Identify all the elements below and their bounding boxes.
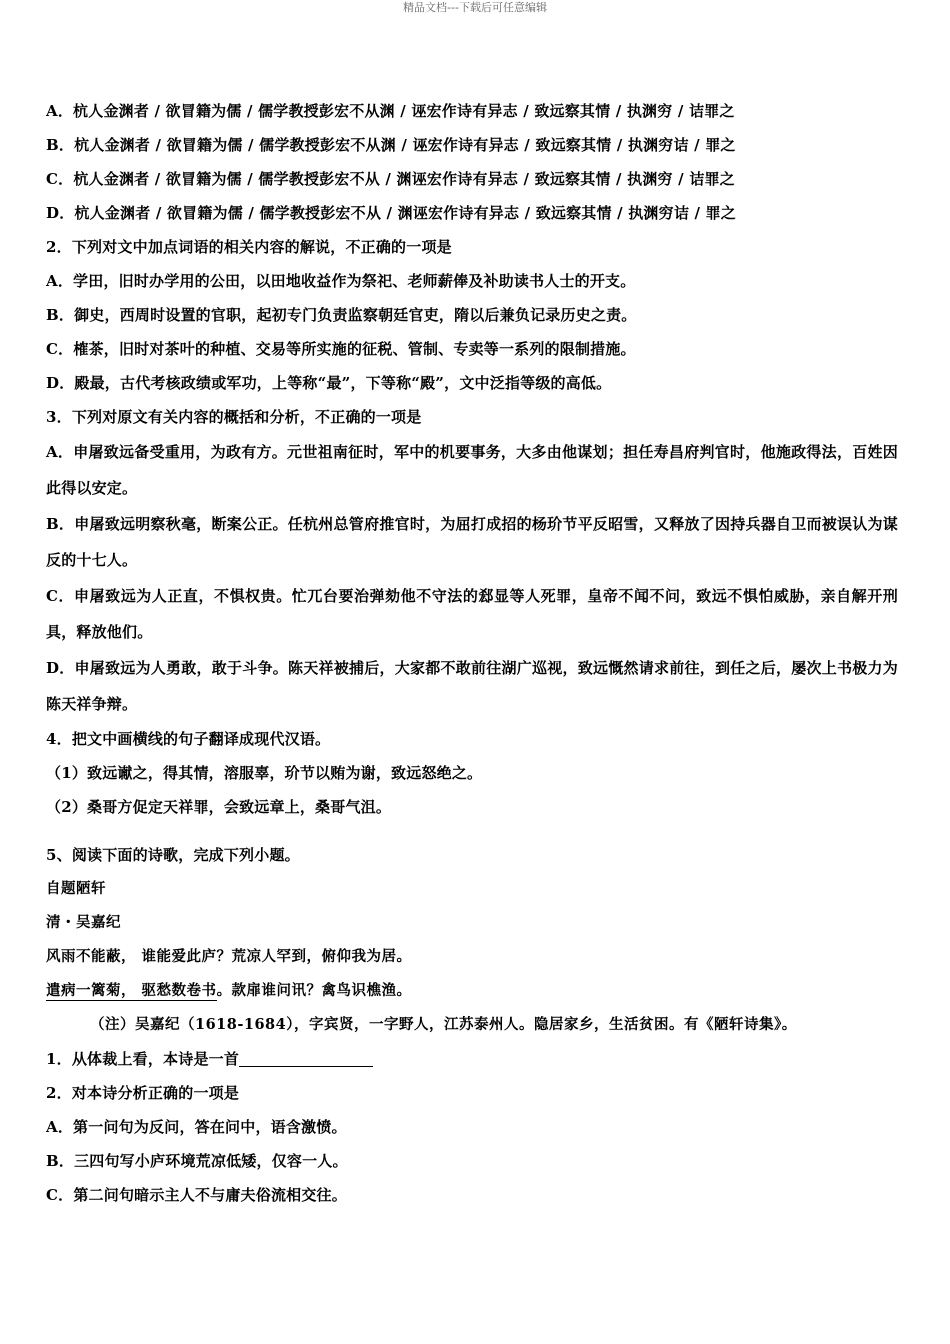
q4-item-1: （1）致远谳之，得其情，溶服辜，玠节以贿为谢，致远怒绝之。 — [46, 764, 483, 782]
q5-sub1 — [46, 1042, 898, 1076]
poem-underlined-sentence: 遣病一篱菊， 驱愁数卷书 — [46, 982, 217, 999]
q3-option-b: B．申屠致远明察秋毫，断案公正。任杭州总管府推官时，为屈打成招的杨玠节平反昭雪，又释放了因持兵器自卫而被误认为谋反的十七人。 — [46, 515, 898, 569]
q3-stem: 3．下列对原文有关内容的概括和分析，不正确的一项是 — [46, 408, 422, 426]
q3-option-d: D．申屠致远为人勇敢，敢于斗争。陈天祥被捕后，大家都不敢前往湖广巡视，致远慨然请求前往，到任之后，屡次上书极力为陈天祥争辩。 — [46, 659, 898, 713]
poem-note: （注）吴嘉纪（1618-1684），字宾贤，一字野人，江苏泰州人。隐居家乡，生活贫困。有《陋轩诗集》。 — [90, 1016, 797, 1033]
q3-option-a: A．申屠致远备受重用，为政有方。元世祖南征时，军中的机要事务，大多由他谋划；担任寿昌府判官时，他施政得法，百姓因此得以安定。 — [46, 443, 898, 497]
q1-option-d: D．杭人金渊者 / 欲冒籍为儒 / 儒学教授彭宏不从 / 渊诬宏作诗有异志 / 致远察其情 / 执渊穷诘 / 罪之 — [46, 204, 736, 222]
document-body — [46, 94, 898, 1212]
q5-sub2-stem: 2．对本诗分析正确的一项是 — [46, 1084, 240, 1102]
page-header: 精品文档---下载后可任意编辑 — [403, 1, 547, 14]
q2-stem: 2．下列对文中加点词语的相关内容的解说，不正确的一项是 — [46, 238, 452, 256]
q2-option-d: D．殿最，古代考核政绩或军功，上等称“最”，下等称“殿”，文中泛指等级的高低。 — [46, 374, 612, 392]
q2-option-c: C．榷茶，旧时对茶叶的种植、交易等所实施的征税、管制、专卖等一系列的限制措施。 — [46, 340, 636, 358]
poem-line-2 — [46, 974, 898, 1008]
q5-sub2-option-c: C．第二问句暗示主人不与庸夫俗流相交往。 — [46, 1186, 347, 1204]
q1-option-a: A．杭人金渊者 / 欲冒籍为儒 / 儒学教授彭宏不从渊 / 诬宏作诗有异志 / 致远察其情 / 执渊穷 / 诘罪之 — [46, 102, 735, 120]
q1-option-c: C．杭人金渊者 / 欲冒籍为儒 / 儒学教授彭宏不从 / 渊诬宏作诗有异志 / 致远察其情 / 执渊穷 / 诘罪之 — [46, 170, 735, 188]
q5-sub1-text: 1．从体裁上看，本诗是一首 — [46, 1050, 240, 1068]
poem-line-1: 风雨不能蔽， 谁能爱此庐？荒凉人罕到，俯仰我为居。 — [46, 948, 412, 965]
q5-sub2-option-b: B．三四句写小庐环境荒凉低矮，仅容一人。 — [46, 1152, 348, 1170]
q4-stem: 4．把文中画横线的句子翻译成现代汉语。 — [46, 730, 331, 748]
q3-option-c: C．申屠致远为人正直，不惧权贵。忙兀台要治弹劾他不守法的郄显等人死罪，皇帝不闻不问，致远不惧怕威胁，亲自解开刑具，释放他们。 — [46, 587, 898, 641]
poem-title: 自题陋轩 — [46, 880, 106, 897]
q2-option-a: A．学田，旧时办学用的公田，以田地收益作为祭祀、老师薪俸及补助读书人士的开支。 — [46, 272, 636, 290]
spacer — [46, 824, 898, 838]
q5-sub2-option-a: A．第一问句为反问，答在问中，语含激愤。 — [46, 1118, 347, 1136]
q2-option-b: B．御史，西周时设置的官职，起初专门负责监察朝廷官吏，隋以后兼负记录历史之责。 — [46, 306, 637, 324]
q4-item-2: （2）桑哥方促定天祥罪，会致远章上，桑哥气沮。 — [46, 798, 392, 816]
poem-author: 清・吴嘉纪 — [46, 914, 121, 931]
q5-stem: 5、阅读下面的诗歌，完成下列小题。 — [46, 846, 300, 864]
answer-blank[interactable] — [239, 1050, 373, 1067]
q1-option-b: B．杭人金渊者 / 欲冒籍为儒 / 儒学教授彭宏不从渊 / 诬宏作诗有异志 / 致远察其情 / 执渊穷诘 / 罪之 — [46, 136, 736, 154]
poem-line-2-rest: 。款扉谁问讯？禽鸟识樵渔。 — [216, 982, 412, 999]
